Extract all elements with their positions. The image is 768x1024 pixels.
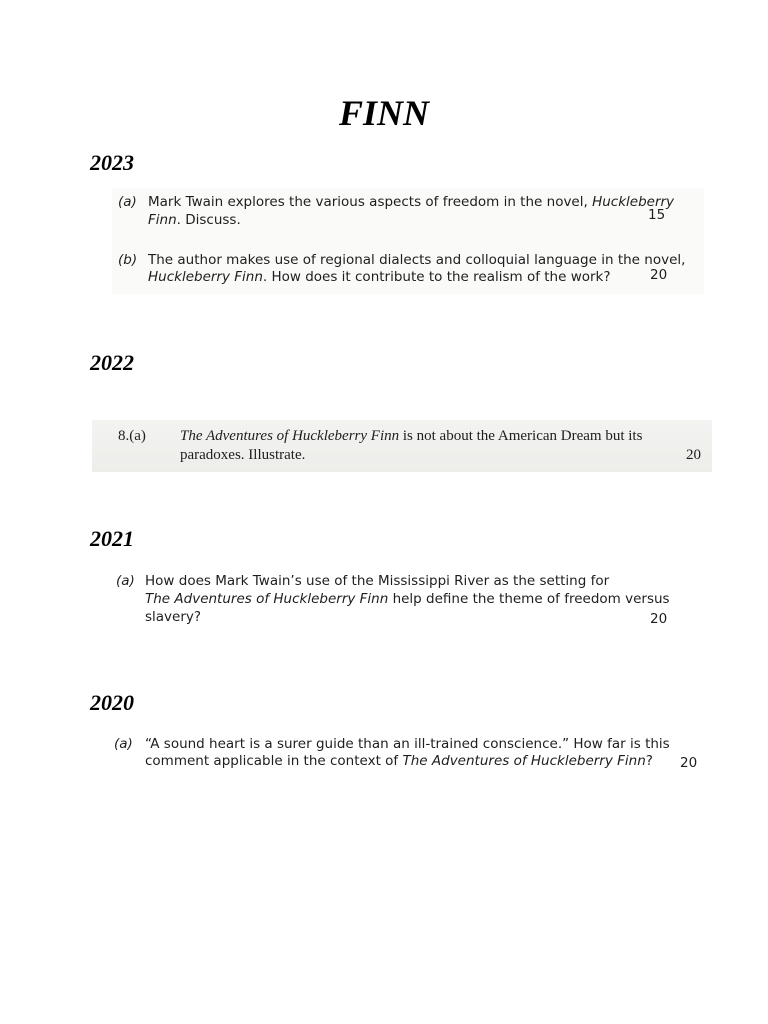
question-marks: 20 (650, 611, 668, 627)
question-text-italic: The Adventures of Huckleberry Finn (145, 591, 389, 607)
question-marks: 20 (680, 755, 698, 771)
page-title: FINN (338, 93, 430, 133)
year-heading-2022: 2022 (90, 350, 134, 375)
question-text-italic: The Adventures of Huckleberry Finn (402, 753, 646, 769)
question-text: The author makes use of regional dialects and colloquial language in the novel, (148, 252, 686, 268)
question-text: . How does it contribute to the realism of the work? (262, 269, 611, 285)
question-text-italic: Huckleberry Finn (148, 269, 263, 285)
question-marks: 15 (648, 207, 666, 223)
question-label: (a) (118, 194, 137, 210)
question-text: is not about the American Dream but its (399, 428, 643, 444)
question-text: How does Mark Twain’s use of the Mississippi River as the setting for (145, 573, 610, 589)
question-text-italic: Finn (148, 212, 177, 228)
question-2020-a (114, 736, 704, 776)
question-text: slavery? (145, 609, 202, 625)
question-text: comment applicable in the context of (145, 753, 403, 769)
question-text: Mark Twain explores the various aspects of freedom in the novel, (148, 194, 593, 210)
question-label: (b) (118, 252, 138, 268)
question-2023-b (118, 252, 698, 292)
question-text: . Discuss. (176, 212, 241, 228)
year-heading-2023: 2023 (90, 150, 134, 175)
question-marks: 20 (650, 267, 668, 283)
question-marks: 20 (686, 447, 701, 463)
question-2022-a (118, 426, 708, 470)
question-label: (a) (114, 736, 133, 752)
question-text: ? (645, 753, 653, 769)
question-text: “A sound heart is a surer guide than an ill-trained conscience.” How far is this (145, 736, 670, 752)
question-2023-a (118, 194, 688, 234)
year-heading-2020: 2020 (90, 690, 134, 715)
question-2021-a (116, 573, 676, 629)
question-text-italic: Huckleberry (592, 194, 675, 210)
question-text: help define the theme of freedom versus (388, 591, 670, 607)
question-text: paradoxes. Illustrate. (180, 447, 306, 463)
question-text-italic: The Adventures of Huckleberry Finn (180, 428, 400, 444)
question-label: (a) (116, 573, 135, 589)
question-label: 8.(a) (118, 428, 146, 444)
year-heading-2021: 2021 (90, 526, 134, 551)
